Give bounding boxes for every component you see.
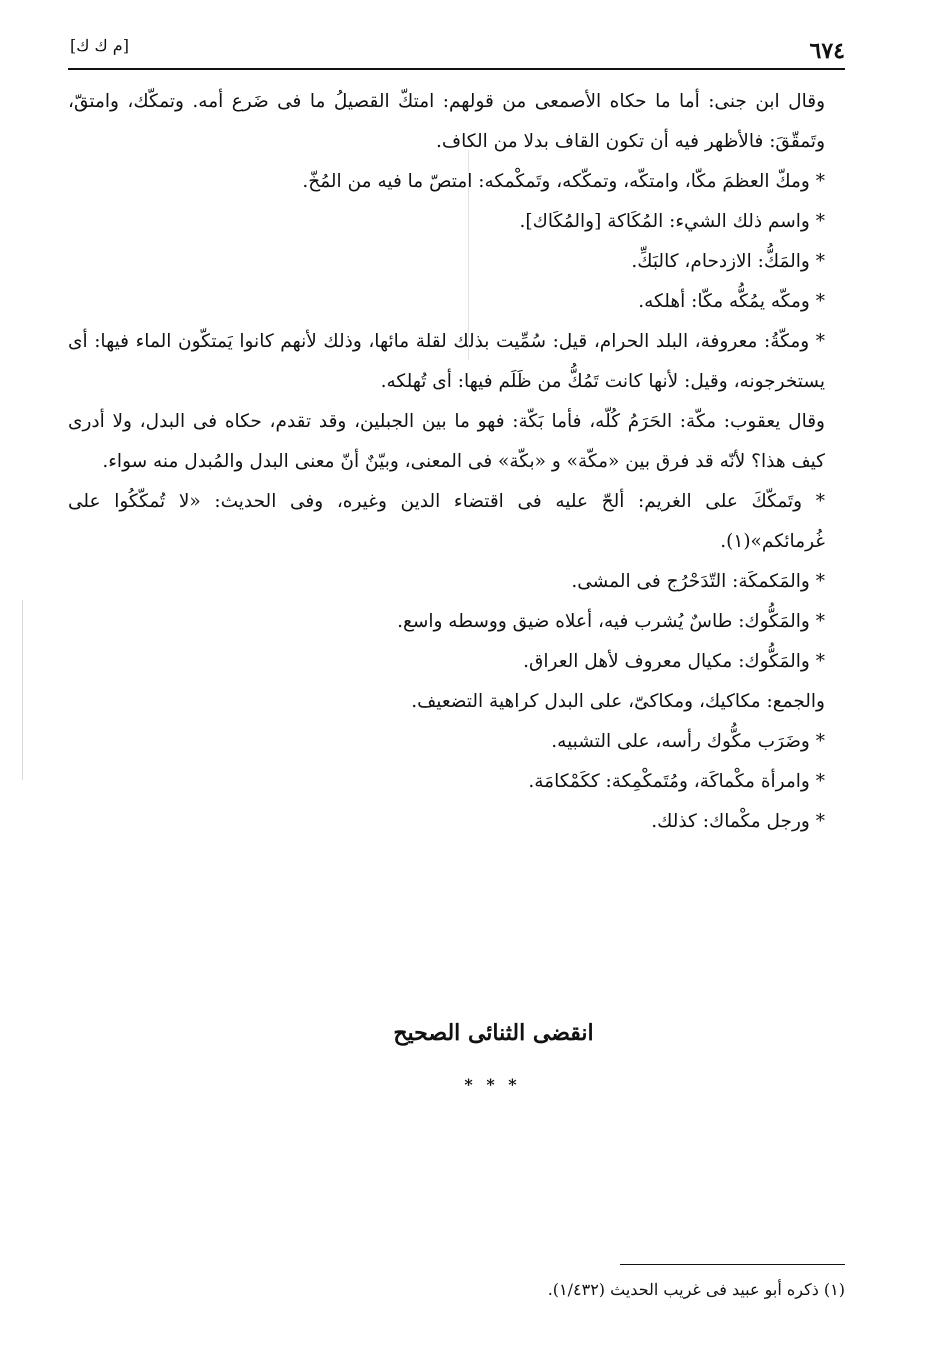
paragraph: * والمَكمكَة: التّدَحْرُج فى المشى. <box>571 571 825 592</box>
paragraph: * واسم ذلك الشيء: المُكَاكة [والمُكَاك]. <box>519 211 825 232</box>
divider-stars: * * * <box>464 1075 521 1094</box>
root-label: [م ك ك] <box>70 36 129 55</box>
scan-artifact-line <box>468 150 470 360</box>
paragraph: * والمَكُّوك: مكيال معروف لأهل العراق. <box>523 651 825 672</box>
footnote: (١) ذكره أبو عبيد فى غريب الحديث (١/٤٣٢). <box>547 1280 845 1299</box>
paragraph: * والمَكُّ: الازدحام، كالبَكِّ. <box>631 251 825 272</box>
paragraph: * ومكّ العظمَ مكّا، وامتكّه، وتمكّكه، وتَمكْمكه: امتصّ ما فيه من المُخّ. <box>302 171 825 192</box>
header-rule <box>68 68 845 70</box>
paragraph: وقال ابن جنى: أما ما حكاه الأصمعى من قولهم: امتكّ القصيلُ ما فى ضَرع أمه. وتمكّك، وامتقّ، وتَمقّقَ: فالأظهر فيه أن تكون القاف بدلا من الكاف. <box>68 91 825 152</box>
paragraph: * ومكّةُ: معروفة، البلد الحرام، قيل: سُمِّيت بذلك لقلة مائها، وذلك لأنهم كانوا يَمتكّون الماء فيها: أى يستخرجونه، وقيل: لأنها كانت تَمُكُّ من ظَلَم فيها: أى تُهلكه. <box>68 331 825 392</box>
footnote-rule <box>620 1264 845 1265</box>
page-number: ٦٧٤ <box>809 38 845 64</box>
paragraph: * ورجل مكْماك: كذلك. <box>651 811 825 832</box>
main-text <box>68 82 845 842</box>
paragraph: * وامرأة مكْماكَة، ومُتَمكْمِكة: ككَمْكامَة. <box>528 771 825 792</box>
paragraph: * ومكّه يمُكُّه مكّا: أهلكه. <box>638 291 825 312</box>
paragraph: * وتَمكّكَ على الغريم: ألحّ عليه فى اقتضاء الدين وغيره، وفى الحديث: «لا تُمكّكُوا على غُرمائكم»(١). <box>68 491 825 552</box>
paragraph: والجمع: مكاكيك، ومكاكىّ، على البدل كراهية التضعيف. <box>411 691 825 712</box>
section-divider <box>0 1075 937 1094</box>
scan-artifact-line <box>22 600 24 780</box>
paragraph: * والمَكُّوك: طاسٌ يُشرب فيه، أعلاه ضيق ووسطه واسع. <box>397 611 825 632</box>
section-end-heading <box>0 1020 937 1046</box>
paragraph: وقال يعقوب: مكّة: الحَرَمُ كُلّه، فأما بَكّة: فهو ما بين الجبلين، وقد تقدم، حكاه فى البدل، ولا أدرى كيف هذا؟ لأنّه قد فرق بين «مكّة» و «بكّة» فى المعنى، وبيّنٌ أنّ معنى البدل والمُبدل منه سواء. <box>68 411 825 472</box>
paragraph: * وضَرَب مكُّوك رأسه، على التشبيه. <box>551 731 825 752</box>
section-end-text: انقضى الثنائى الصحيح <box>393 1020 594 1046</box>
